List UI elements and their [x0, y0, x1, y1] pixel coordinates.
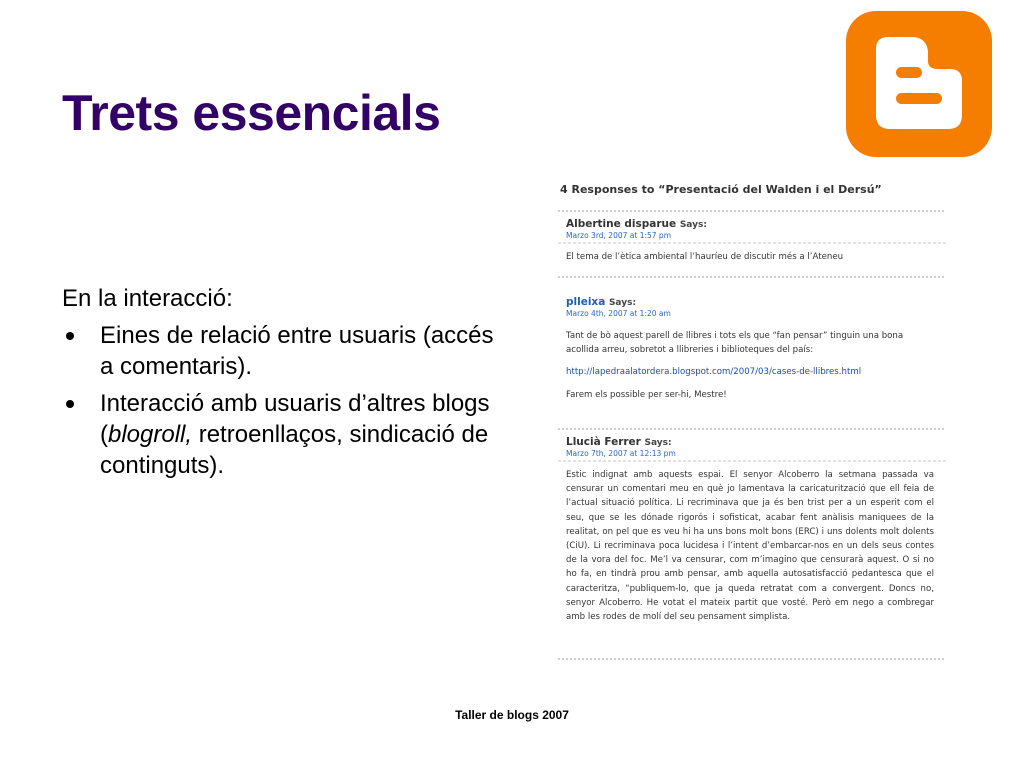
bullet-text-italic: blogroll,: [108, 421, 193, 448]
comment-date[interactable]: Marzo 4th, 2007 at 1:20 am: [566, 309, 671, 318]
comment-band: [558, 242, 946, 244]
slide-title: Trets essencials: [62, 85, 441, 141]
comment-author-name: Llucià Ferrer: [566, 436, 641, 448]
comment-author: [566, 436, 672, 448]
comment-says: Says:: [608, 298, 637, 308]
bullet-item: [62, 388, 512, 481]
blogger-logo-icon: [846, 11, 992, 157]
bullet-dot-icon: [66, 400, 74, 408]
comment-text: Estic indignat amb aquests espai. El senyor Alcoberro la setmana passada va censurar un comentari meu en què jo lamentava la caricaturització que ell feia de l’actual situació política. Li recriminava que ja és ben trist per a un esperit com el seu, que se les dónade rigorós i sofisticat, acabar fent anàlisis maniquees de la realitat, on pel que es veu hi ha uns bons molt bons (ERC) i uns dolents molt dolents (CiU). Li recriminava poca lucidesa i l’intent d’embarcar-nos en un dels seus contes de la vora del foc. Me’l va censurar, com m’imagino que censurarà aquest. O si no ho fa, en tindrà prou amb pensar, amb aquella autosatisfacció pedantesca que el caracteritza, “publiquem-lo, que ja queda retratat com a convergent. Doncs no, senyor Alcoberro. He votat el mateix partit que vosté. Però em nego a combregar amb les rodes de molí del seu pensament simplista.: [566, 470, 934, 623]
comment-body: [566, 250, 934, 272]
comment-closing: Farem els possible per ser-hi, Mestre!: [566, 389, 727, 400]
comments-screenshot: [556, 178, 946, 662]
bullet-item: [62, 320, 512, 382]
comment-separator: [558, 210, 946, 212]
comment-text: El tema de l’ètica ambiental l’hauríeu de discutir més a l’Ateneu: [566, 252, 844, 262]
comment-says: Says:: [679, 220, 707, 230]
bullet-text-before: Interacció amb usuaris d’altres blogs (: [100, 390, 490, 448]
comment-author: [566, 218, 707, 230]
comment-item: [556, 428, 946, 662]
comment-body: [566, 329, 934, 410]
slide-footer: Taller de blogs 2007: [455, 708, 569, 722]
lead-text: En la interacció:: [62, 285, 233, 312]
comment-body: [566, 468, 934, 632]
comment-says: Says:: [644, 438, 672, 448]
comment-author-name: Albertine disparue: [566, 218, 677, 230]
comment-link[interactable]: http://lapedraalatordera.blogspot.com/2007/03/cases-de-llibres.html: [566, 367, 862, 378]
comment-date[interactable]: Marzo 3rd, 2007 at 1:57 pm: [566, 231, 671, 240]
comments-heading: 4 Responses to “Presentació del Walden i el Dersú”: [560, 183, 882, 196]
comment-author: [566, 296, 636, 308]
comment-item: [556, 288, 946, 406]
comment-separator: [558, 658, 946, 660]
bullet-dot-icon: [66, 332, 74, 340]
comment-item: [556, 210, 946, 278]
comment-author-name[interactable]: plleixa: [566, 296, 606, 308]
bullet-content: [62, 283, 512, 487]
bullet-list: [62, 320, 512, 481]
bullet-text-after: retroenllaços, sindicació de continguts).: [100, 421, 489, 479]
comment-separator: [558, 276, 946, 278]
bullet-text: Eines de relació entre usuaris (accés a comentaris).: [100, 322, 494, 380]
comment-text: Tant de bò aquest parell de llibres i tots els que “fan pensar” tinguin una bona acollida arreu, sobretot a llibreries i biblioteques del país:: [566, 331, 904, 356]
comment-band: [558, 460, 946, 462]
comment-separator: [558, 428, 946, 430]
comment-date[interactable]: Marzo 7th, 2007 at 12:13 pm: [566, 449, 676, 458]
